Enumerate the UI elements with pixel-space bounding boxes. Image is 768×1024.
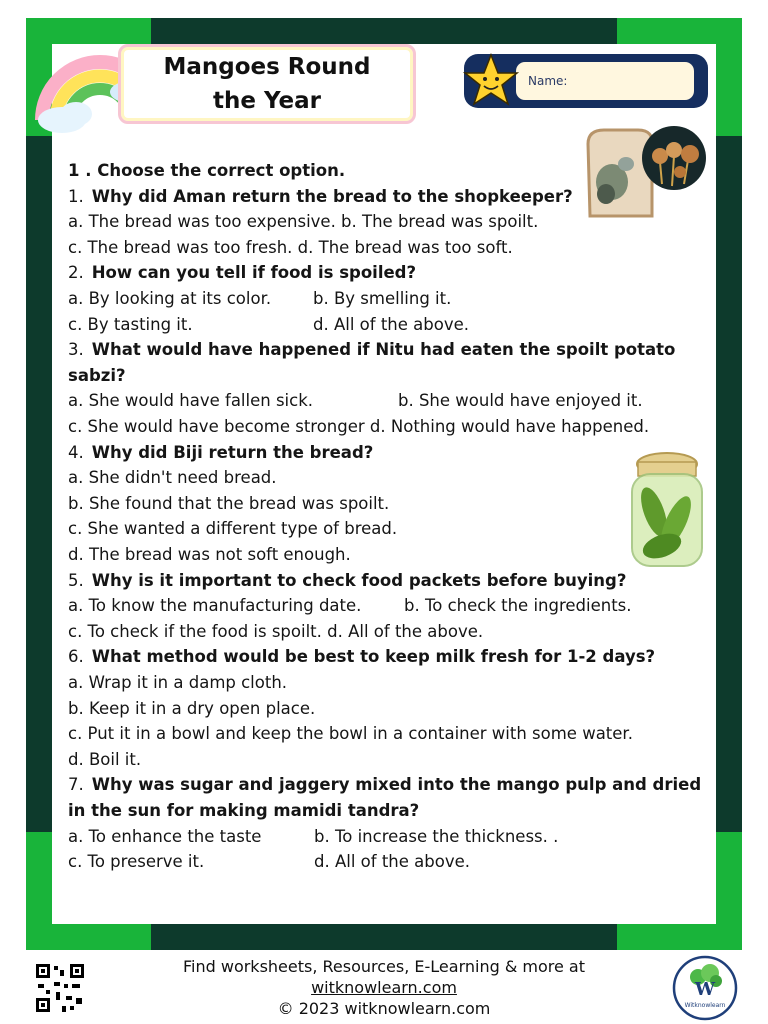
svg-text:Witknowlearn: Witknowlearn	[684, 1002, 726, 1009]
worksheet-title-box	[118, 44, 416, 124]
footer-text: Find worksheets, Resources, E-Learning & more at	[182, 957, 585, 976]
option-line	[68, 288, 451, 310]
answer-option[interactable]: b. She found that the bread was spoilt.	[68, 493, 390, 513]
option-line	[68, 493, 389, 515]
question-text-continued: in the sun for making mamidi tandra?	[68, 801, 420, 820]
question-number: 7.	[68, 775, 84, 795]
option-line	[68, 672, 287, 694]
answer-option[interactable]: b. To increase the thickness. .	[314, 826, 559, 846]
spoilt-bread-icon	[582, 122, 706, 222]
option-line	[68, 621, 483, 643]
answer-option[interactable]: c. By tasting it.	[68, 314, 193, 334]
option-line	[68, 595, 632, 617]
answer-option[interactable]: a. To enhance the taste	[68, 826, 262, 846]
question-line	[68, 186, 573, 208]
footer-copyright: © 2023 witknowlearn.com	[277, 999, 491, 1018]
question-line	[68, 339, 675, 361]
frame-corner-br-vertical	[716, 832, 742, 950]
question-number: 1.	[68, 186, 84, 206]
answer-option[interactable]: a. She didn't need bread.	[68, 468, 277, 488]
question-line	[68, 570, 626, 592]
option-line	[68, 237, 513, 259]
question-line	[68, 262, 416, 284]
option-line	[68, 851, 470, 873]
question-text: Why is it important to check food packets before buying?	[91, 570, 627, 590]
footer-link[interactable]: witknowlearn.com	[311, 978, 457, 997]
option-line	[68, 723, 633, 745]
option-line	[68, 211, 538, 233]
answer-option[interactable]: c. The bread was too fresh. d. The bread was too soft.	[68, 237, 513, 257]
question-number: 4.	[68, 442, 84, 462]
question-text: What would have happened if Nitu had eaten the spoilt potato	[91, 340, 676, 360]
footer	[150, 956, 618, 1019]
question-number: 2.	[68, 263, 84, 283]
answer-option[interactable]: b. By smelling it.	[313, 289, 452, 308]
answer-option[interactable]: a. The bread was too expensive. b. The bread was spoilt.	[68, 212, 539, 232]
option-line	[68, 826, 558, 848]
answer-option[interactable]: a. To know the manufacturing date.	[68, 596, 362, 616]
answer-option[interactable]: d. All of the above.	[313, 314, 469, 334]
star-icon	[462, 52, 520, 110]
question-line	[68, 774, 701, 796]
answer-option[interactable]: b. To check the ingredients.	[404, 596, 632, 616]
question-text: Why did Biji return the bread?	[91, 442, 374, 462]
option-line	[68, 749, 141, 771]
question-number: 3.	[68, 340, 84, 360]
answer-option[interactable]: a. Wrap it in a damp cloth.	[68, 673, 288, 692]
answer-option[interactable]: a. By looking at its color.	[68, 289, 272, 308]
option-line	[68, 416, 649, 438]
answer-option[interactable]: c. She wanted a different type of bread.	[68, 519, 398, 539]
answer-option[interactable]: d. All of the above.	[314, 852, 470, 872]
answer-option[interactable]: c. Put it in a bowl and keep the bowl in a container with some water.	[68, 724, 633, 744]
question-line	[68, 365, 126, 387]
section-heading-line	[68, 160, 345, 182]
answer-option[interactable]: c. To preserve it.	[68, 852, 205, 872]
question-text: How can you tell if food is spoiled?	[91, 263, 417, 283]
option-line	[68, 314, 469, 336]
option-line	[68, 518, 397, 540]
pickle-jar-icon	[624, 450, 710, 572]
frame-corner-tr-vertical	[716, 18, 742, 136]
question-text-continued: sabzi?	[68, 365, 126, 385]
svg-text:W: W	[694, 979, 716, 1000]
question-line	[68, 442, 373, 464]
answer-option[interactable]: c. She would have become stronger d. Nothing would have happened.	[68, 417, 650, 436]
question-text: What method would be best to keep milk fresh for 1-2 days?	[91, 647, 656, 667]
question-line	[68, 646, 655, 668]
frame-corner-bl-vertical	[26, 832, 52, 950]
question-line	[68, 800, 419, 822]
option-line	[68, 698, 315, 720]
witknowlearn-logo[interactable]	[672, 955, 738, 1021]
name-field[interactable]: Name:	[516, 62, 694, 100]
section-heading: 1 . Choose the correct option.	[68, 161, 346, 180]
question-text: Why did Aman return the bread to the shopkeeper?	[91, 186, 573, 206]
option-line	[68, 544, 351, 566]
question-number: 6.	[68, 647, 84, 667]
option-line	[68, 390, 643, 412]
answer-option[interactable]: d. The bread was not soft enough.	[68, 545, 351, 564]
answer-option[interactable]: a. She would have fallen sick.	[68, 391, 314, 411]
option-line	[68, 467, 277, 489]
question-number: 5.	[68, 570, 84, 590]
answer-option[interactable]: d. Boil it.	[68, 749, 142, 769]
answer-option[interactable]: c. To check if the food is spoilt. d. All of the above.	[68, 621, 484, 641]
qr-code-icon[interactable]	[34, 962, 86, 1014]
worksheet-title: Mangoes Round the Year	[163, 54, 371, 114]
answer-option[interactable]: b. Keep it in a dry open place.	[68, 698, 316, 718]
answer-option[interactable]: b. She would have enjoyed it.	[398, 391, 643, 411]
question-text: Why was sugar and jaggery mixed into the mango pulp and dried	[91, 775, 702, 795]
